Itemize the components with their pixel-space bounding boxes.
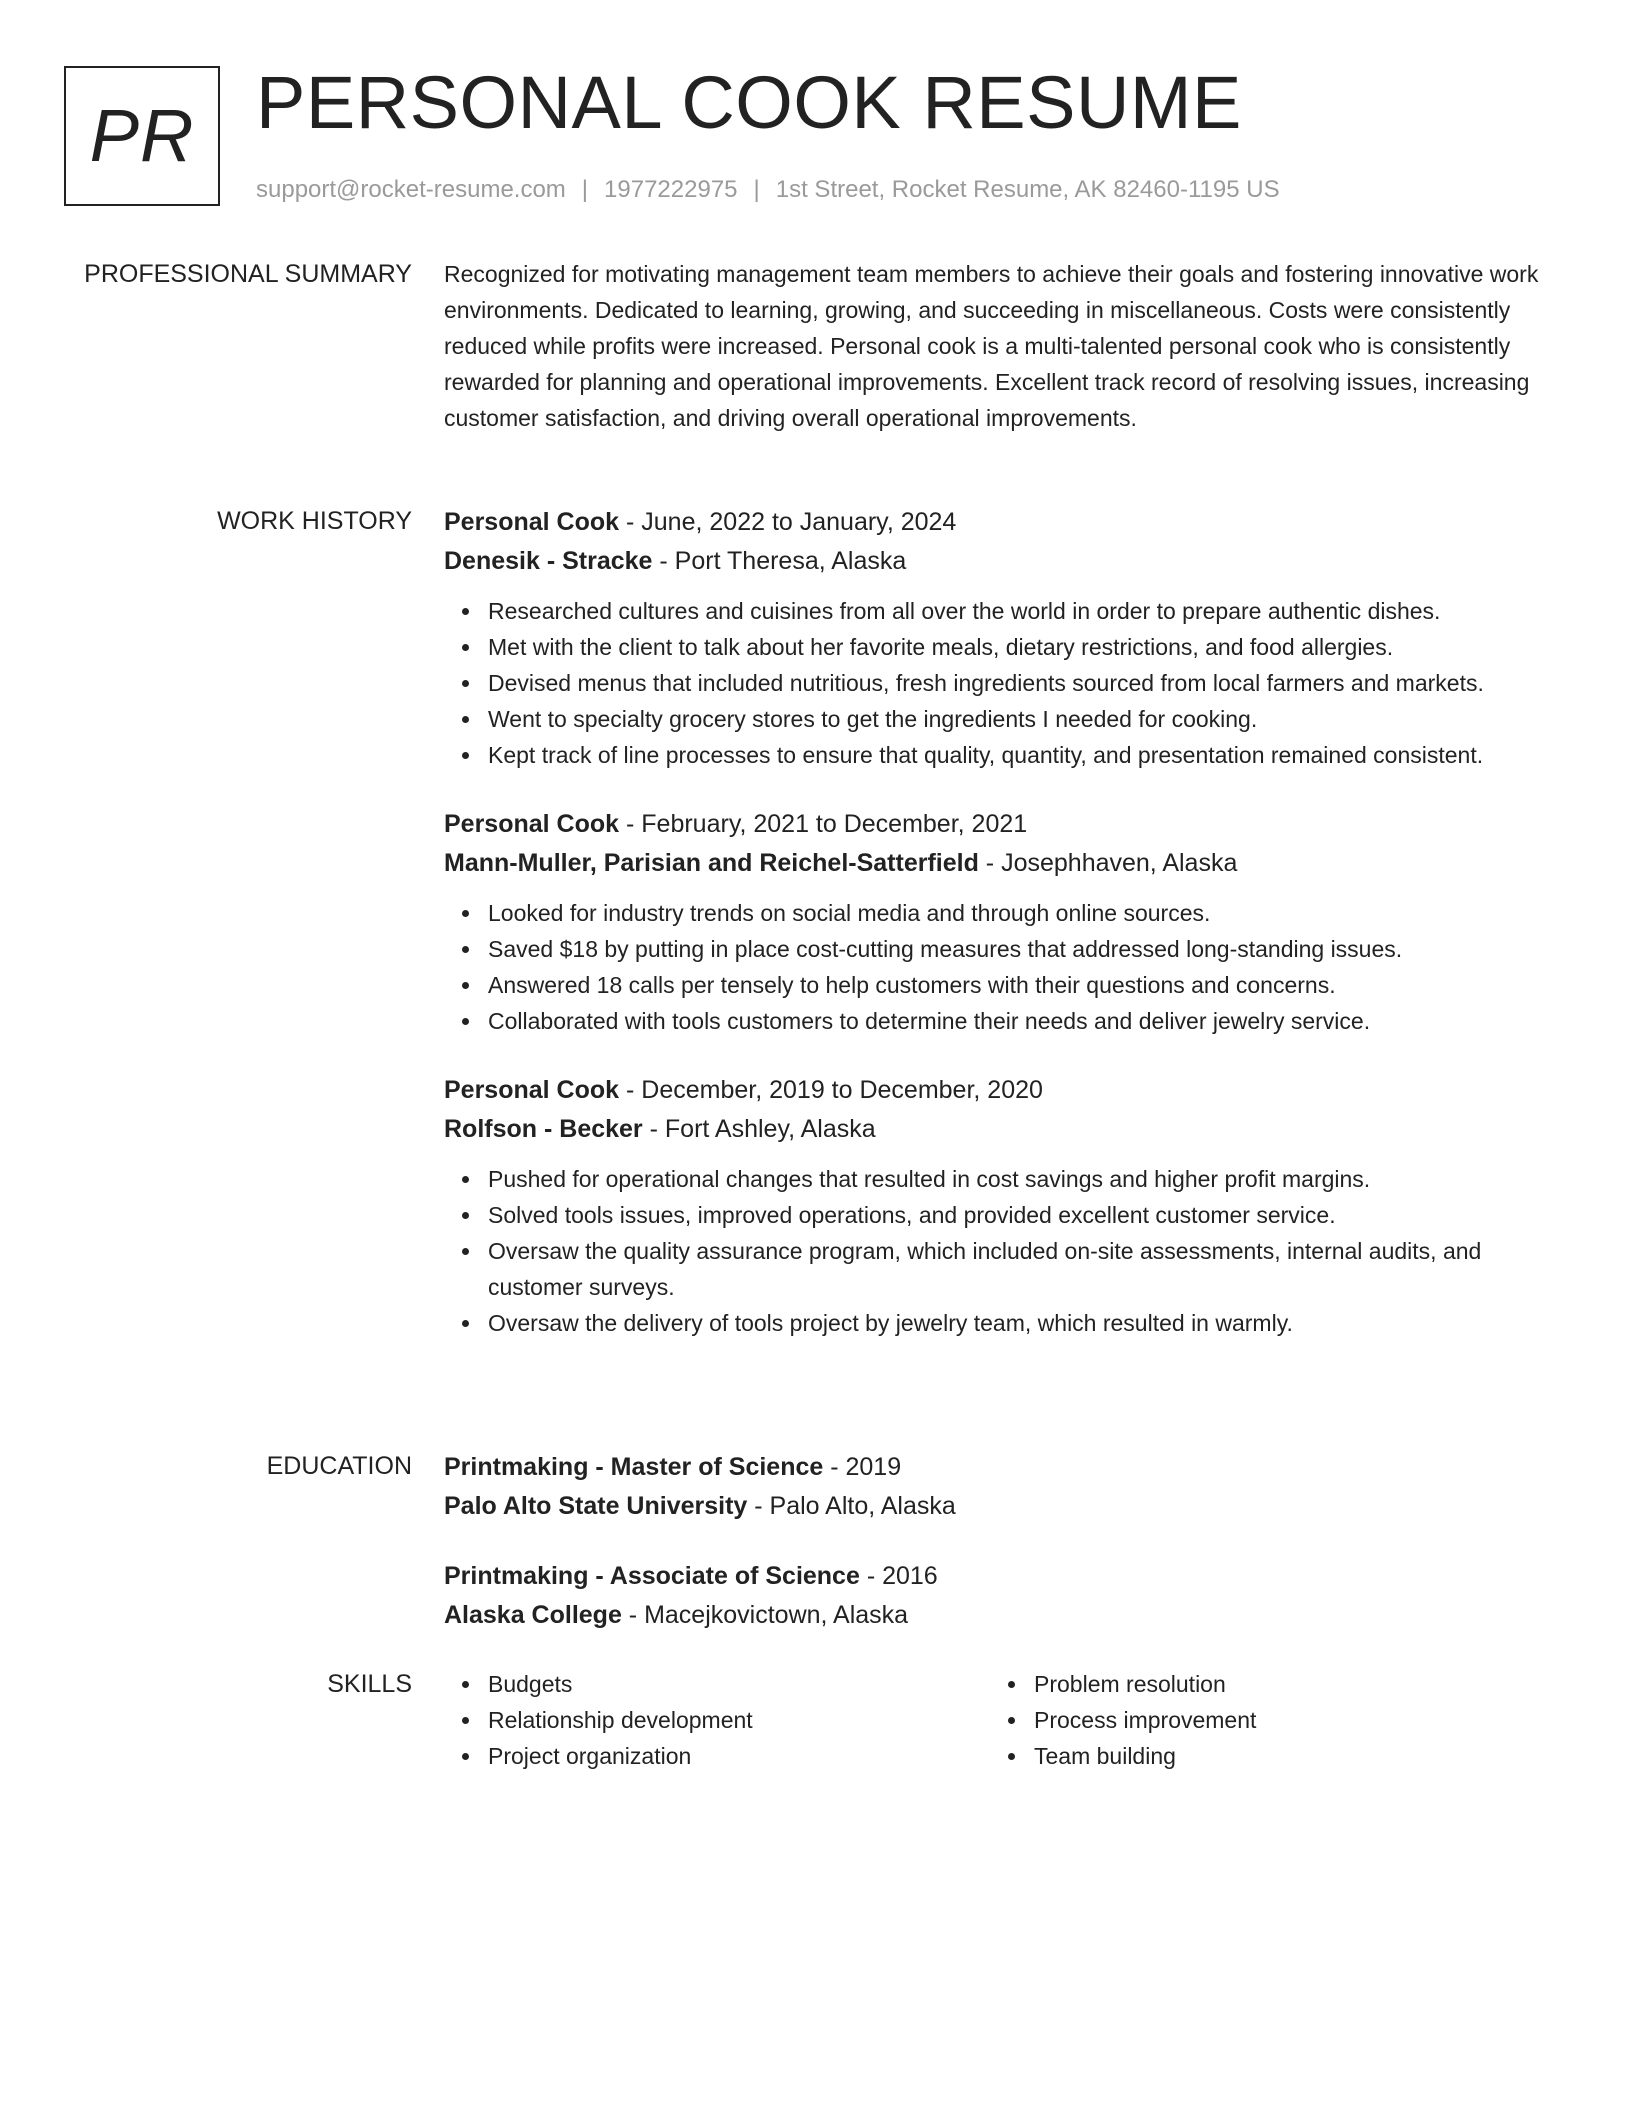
resume-title: PERSONAL COOK RESUME [256, 61, 1242, 144]
job-location: - Josephhaven, Alaska [978, 849, 1238, 877]
work-history-body [444, 503, 1554, 1341]
list-item: Went to specialty grocery stores to get the ingredients I needed for cooking. [488, 701, 1554, 737]
skills-body [444, 1666, 1554, 1774]
education-location: - Palo Alto, Alaska [747, 1492, 956, 1520]
contact-line [256, 174, 1280, 206]
contact-address: 1st Street, Rocket Resume, AK 82460-1195 US [775, 176, 1280, 203]
education-school: Palo Alto State University [444, 1492, 748, 1520]
job-title-line [444, 1071, 1554, 1110]
monogram-badge [64, 66, 220, 206]
skills-list [444, 1666, 990, 1774]
job-dates: - December, 2019 to December, 2020 [619, 1076, 1043, 1104]
education-degree-line [444, 1448, 1554, 1487]
skills-list [990, 1666, 1536, 1774]
education-degree: Printmaking - Master of Science [444, 1453, 824, 1481]
job-location: - Fort Ashley, Alaska [642, 1115, 876, 1143]
skill-item: Team building [1034, 1738, 1536, 1774]
list-item: Collaborated with tools customers to determine their needs and deliver jewelry service. [488, 1003, 1554, 1039]
section-label-skills: SKILLS [327, 1670, 412, 1698]
summary-text: Recognized for motivating management team members to achieve their goals and fostering innovative work environments. Dedicated to learning, growing, and succeeding in miscellaneous. Costs were consistently reduced while profits were increased. Personal cook is a multi-talented personal cook who is consistently rewarded for planning and operational improvements. Excellent track record of resolving issues, increasing customer satisfaction, and driving overall operational improvements. [444, 261, 1539, 431]
job-company-line [444, 542, 1554, 581]
contact-email: support@rocket-resume.com [256, 176, 566, 203]
education-degree: Printmaking - Associate of Science [444, 1562, 860, 1590]
job-entry [444, 1071, 1554, 1341]
section-label-work-history: WORK HISTORY [217, 507, 412, 535]
job-company-line [444, 844, 1554, 883]
education-school: Alaska College [444, 1601, 622, 1629]
job-company-line [444, 1110, 1554, 1149]
contact-phone: 1977222975 [604, 176, 738, 203]
job-company: Denesik - Stracke [444, 547, 653, 575]
education-degree-line [444, 1557, 1554, 1596]
skill-item: Relationship development [488, 1702, 990, 1738]
education-school-line [444, 1487, 1554, 1526]
education-location: - Macejkovictown, Alaska [621, 1601, 909, 1629]
education-body [444, 1448, 1554, 1635]
list-item: Saved $18 by putting in place cost-cutting measures that addressed long-standing issues. [488, 931, 1554, 967]
job-title: Personal Cook [444, 508, 620, 536]
list-item: Kept track of line processes to ensure that quality, quantity, and presentation remained consistent. [488, 737, 1554, 773]
contact-separator: | [753, 176, 760, 203]
job-entry [444, 503, 1554, 773]
section-label-summary: PROFESSIONAL SUMMARY [84, 260, 412, 288]
job-title-line [444, 503, 1554, 542]
education-entry [444, 1448, 1554, 1526]
education-year: - 2019 [823, 1453, 902, 1481]
skills-column-right [990, 1666, 1536, 1774]
list-item: Met with the client to talk about her favorite meals, dietary restrictions, and food allergies. [488, 629, 1554, 665]
job-entry [444, 805, 1554, 1039]
skills-column-left [444, 1666, 990, 1774]
list-item: Researched cultures and cuisines from all over the world in order to prepare authentic dishes. [488, 593, 1554, 629]
monogram-text: PR [89, 94, 195, 177]
list-item: Pushed for operational changes that resulted in cost savings and higher profit margins. [488, 1161, 1554, 1197]
section-label-education: EDUCATION [266, 1452, 412, 1480]
education-year: - 2016 [859, 1562, 938, 1590]
job-title: Personal Cook [444, 810, 620, 838]
list-item: Oversaw the delivery of tools project by jewelry team, which resulted in warmly. [488, 1305, 1554, 1341]
skill-item: Process improvement [1034, 1702, 1536, 1738]
job-company: Mann-Muller, Parisian and Reichel-Satterfield [444, 849, 979, 877]
job-dates: - February, 2021 to December, 2021 [619, 810, 1028, 838]
list-item: Answered 18 calls per tensely to help customers with their questions and concerns. [488, 967, 1554, 1003]
contact-separator: | [581, 176, 589, 203]
list-item: Devised menus that included nutritious, fresh ingredients sourced from local farmers and markets. [488, 665, 1554, 701]
list-item: Oversaw the quality assurance program, which included on-site assessments, internal audits, and customer surveys. [488, 1233, 1554, 1305]
summary-body [444, 256, 1554, 436]
list-item: Solved tools issues, improved operations, and provided excellent customer service. [488, 1197, 1554, 1233]
job-title: Personal Cook [444, 1076, 620, 1104]
education-school-line [444, 1596, 1554, 1635]
job-bullets [444, 1161, 1554, 1341]
skills-grid [444, 1666, 1554, 1774]
job-company: Rolfson - Becker [444, 1115, 643, 1143]
job-title-line [444, 805, 1554, 844]
skill-item: Problem resolution [1034, 1666, 1536, 1702]
job-bullets [444, 593, 1554, 773]
skill-item: Project organization [488, 1738, 990, 1774]
list-item: Looked for industry trends on social media and through online sources. [488, 895, 1554, 931]
job-dates: - June, 2022 to January, 2024 [619, 508, 957, 536]
job-location: - Port Theresa, Alaska [652, 547, 907, 575]
education-entry [444, 1557, 1554, 1635]
job-bullets [444, 895, 1554, 1039]
skill-item: Budgets [488, 1666, 990, 1702]
